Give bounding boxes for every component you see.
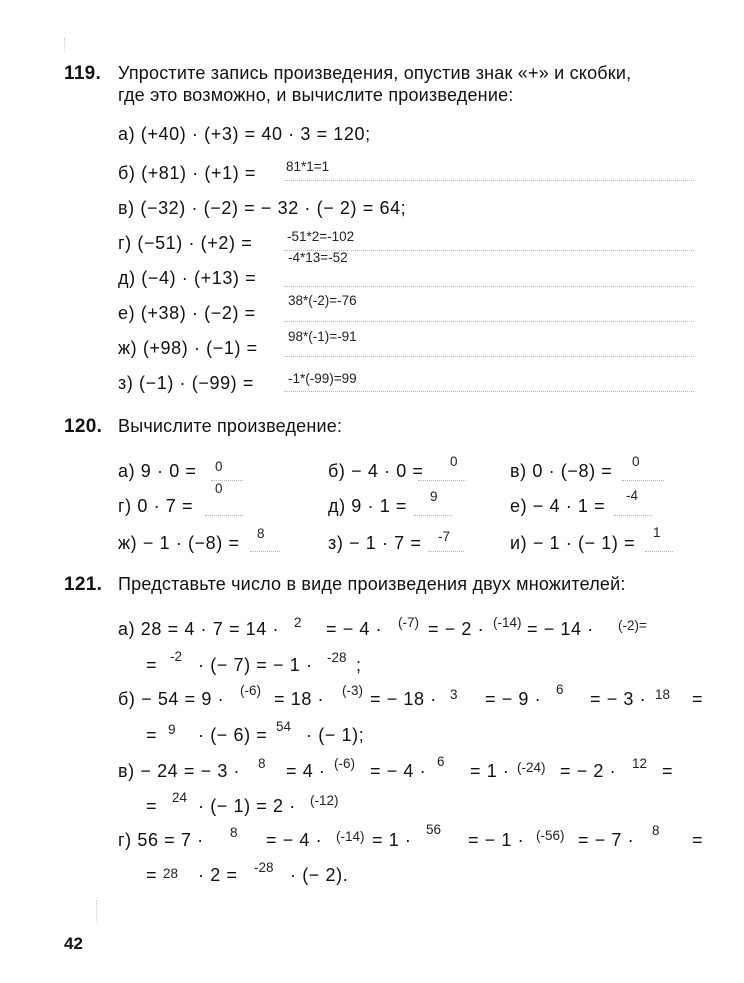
answer-e[interactable]: 38*(-2)=-76 [288,293,357,308]
answer-d[interactable]: -4*13=-52 [288,250,348,265]
factor-field[interactable]: -2 [170,649,183,664]
answer-zh[interactable]: 98*(-1)=-91 [288,329,357,344]
item-g-part: = − 1 · [468,830,525,850]
answer-line [284,180,694,181]
factor-field[interactable]: 24 [172,790,188,805]
factor-field[interactable]: 18 [655,687,671,702]
answer-zh[interactable]: 8 [257,526,265,541]
answer-g[interactable]: 0 [215,481,223,496]
item-v-part: = [662,761,674,781]
item-v-part: = [146,796,158,816]
answer-line [645,551,673,552]
factor-field[interactable]: 6 [556,682,564,697]
item-v-part: = 1 · [470,761,510,781]
item-b-part: · (− 6) = [198,725,268,745]
item-b-part: = − 9 · [485,689,542,709]
item-v-part: в) − 24 = − 3 · [118,761,241,781]
answer-line [205,515,243,516]
item-g-part: = − 4 · [266,830,323,850]
item-a-part: ; [356,655,362,675]
item-g-part: = 1 · [372,830,412,850]
factor-field[interactable]: (-12) [310,793,339,808]
item-v: в) 0 · (−8) = [510,461,613,481]
answer-line [284,356,694,357]
item-g: г) 0 · 7 = [118,496,194,516]
factor-field[interactable]: (-24) [517,760,546,775]
item-a-part: = [146,655,158,675]
item-e: е) (+38) · (−2) = [118,303,256,323]
answer-line [414,515,452,516]
factor-field[interactable]: 3 [450,687,458,702]
item-i: и) − 1 · (− 1) = [510,533,636,553]
factor-field[interactable]: 9 [168,722,176,737]
factor-field[interactable]: 28 [163,866,179,881]
item-b: б) (+81) · (+1) = [118,163,257,183]
answer-line [428,551,464,552]
item-a-part: = − 4 · [326,619,383,639]
item-g-part: = [692,830,704,850]
exercise-title: Вычислите произведение: [118,416,343,436]
item-g-part: = − 7 · [578,830,635,850]
answer-i[interactable]: 1 [653,525,661,540]
item-z: з) − 1 · 7 = [328,533,422,553]
factor-field[interactable]: (-7) [398,615,419,630]
factor-field[interactable]: (-6) [240,683,261,698]
factor-field[interactable]: (-3) [342,683,363,698]
item-b-part: б) − 54 = 9 · [118,689,225,709]
exercise-title: Представьте число в виде произведения двух множителей: [118,574,626,594]
answer-line [622,480,664,481]
item-e: е) − 4 · 1 = [510,496,606,516]
answer-g[interactable]: -51*2=-102 [287,229,355,244]
item-v-part: = − 2 · [560,761,617,781]
factor-field[interactable]: 8 [230,825,238,840]
exercise-title: Упростите запись произведения, опустив знак «+» и скобки, [118,63,632,83]
answer-b[interactable]: 81*1=1 [286,159,330,174]
item-v: в) (−32) · (−2) = − 32 · (− 2) = 64; [118,198,407,218]
exercise-number: 121. [64,574,103,595]
answer-line [284,321,694,322]
item-a-part: = − 2 · [428,619,485,639]
page-number: 42 [64,934,83,953]
item-b: б) − 4 · 0 = [328,461,424,481]
item-b-part: = 18 · [274,689,325,709]
margin-mark [64,38,65,52]
margin-mark [96,900,97,922]
item-a: а) 9 · 0 = [118,461,197,481]
factor-field[interactable]: (-6) [334,756,355,771]
answer-d[interactable]: 9 [430,489,438,504]
item-b-part: · (− 1); [306,725,365,745]
item-b-part: = − 3 · [590,689,647,709]
factor-field[interactable]: 2 [294,615,302,630]
answer-a[interactable]: 0 [215,459,223,474]
answer-v[interactable]: 0 [632,454,640,469]
factor-field[interactable]: 56 [426,822,442,837]
item-a-part: = − 14 · [527,619,594,639]
item-a: а) (+40) · (+3) = 40 · 3 = 120; [118,124,371,144]
answer-line [250,551,280,552]
item-g-part: = [146,865,158,885]
factor-field[interactable]: 8 [652,823,660,838]
item-d: д) (−4) · (+13) = [118,268,257,288]
item-g: г) (−51) · (+2) = [118,233,253,253]
answer-line [418,480,466,481]
factor-field[interactable]: (-14) [336,829,365,844]
factor-field[interactable]: 8 [258,756,266,771]
item-a-part: а) 28 = 4 · 7 = 14 · [118,619,280,639]
factor-field[interactable]: (-14) [493,615,522,630]
item-b-part: = [692,689,704,709]
factor-field[interactable]: -28 [254,860,274,875]
answer-line [284,391,694,392]
factor-field[interactable]: 54 [276,719,292,734]
exercise-number: 120. [64,416,103,437]
item-g-part: г) 56 = 7 · [118,830,204,850]
factor-field[interactable]: -28 [327,650,347,665]
exercise-title-cont: где это возможно, и вычислите произведение: [118,85,514,105]
item-zh: ж) − 1 · (−8) = [118,533,240,553]
item-b-part: = [146,725,158,745]
factor-field[interactable]: 12 [632,756,648,771]
item-b-part: = − 18 · [370,689,437,709]
answer-b[interactable]: 0 [450,454,458,469]
factor-field[interactable]: (-2)= [618,618,647,633]
answer-line [284,286,694,287]
answer-z[interactable]: -1*(-99)=99 [288,371,357,386]
item-v-part: = 4 · [286,761,326,781]
item-a-part: · (− 7) = − 1 · [198,655,313,675]
item-zh: ж) (+98) · (−1) = [118,338,258,358]
item-v-part: = − 4 · [370,761,427,781]
factor-field[interactable]: (-56) [536,828,565,843]
item-g-part: · 2 = [198,865,238,885]
exercise-number: 119. [64,63,102,84]
answer-e[interactable]: -4 [626,488,639,503]
item-v-part: · (− 1) = 2 · [198,796,296,816]
item-z: з) (−1) · (−99) = [118,373,254,393]
answer-line [614,515,652,516]
answer-z[interactable]: -7 [438,529,451,544]
item-g-part: · (− 2). [290,865,349,885]
factor-field[interactable]: 6 [437,754,445,769]
item-d: д) 9 · 1 = [328,496,408,516]
